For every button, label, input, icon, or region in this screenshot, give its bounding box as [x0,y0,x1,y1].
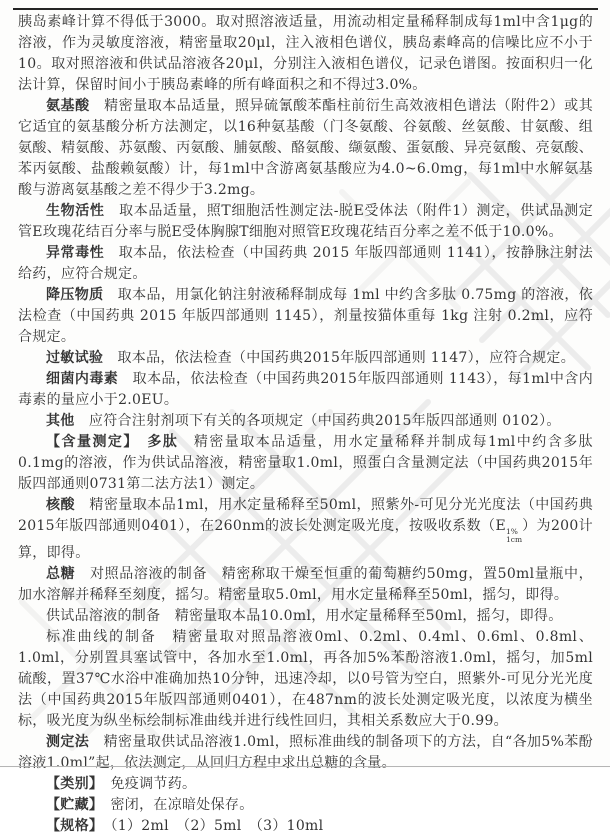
section-heading: 总糖 [46,566,76,582]
body-text [132,434,147,450]
body-text: 精密量取本品适量，照异硫氰酸苯酯柱前衍生高效液相色谱法（附件2）或其它适宜的氨基酸分析方法测定，以16种氨基酸（门冬氨酸、谷氨酸、丝氨酸、甘氨酸、组氨酸、精氨酸、苏氨酸、丙氨酸、脯氨酸、酪氨酸、缬氨酸、蛋氨酸、异亮氨酸、亮氨酸、苯丙氨酸、盐酸赖氨酸）计，每1ml中含游离氨基酸应为4.0~6.0mg，每1ml中水解氨基酸与游离氨基酸之差不得少于3.2mg。 [18,98,593,198]
body-text: ）为200计算，即得。 [18,518,593,561]
section-heading: 【含量测定】 [46,434,132,450]
body-text: 取本品，依法检查（中国药典2015年版四部通则 1143），每1ml中含内毒素的量应小于2.0EU。 [18,371,593,408]
section-heading: 降压物质 [46,287,104,303]
document-body [18,12,593,837]
body-text: 应符合注射剂项下有关的各项规定（中国药典2015年版四部通则 0102）。 [74,413,561,429]
section-heading: 【规格】 [46,818,97,834]
body-text: 供试品溶液的制备 精密量取本品10.0ml，用水定量稀释至50ml，摇匀，即得。 [46,608,563,624]
body-text: 取本品，用氯化钠注射液稀释制成每 1ml 中约含多肽 0.75mg 的溶液，依法检查（中国药典 2015 年版四部通则 1145），剂量按猫体重每 1kg 注射 0.2ml，应符合规定。 [18,287,594,345]
para-hypotensive-substances [18,285,593,348]
body-text: 免疫调节药。 [96,776,197,792]
para-bacterial-endotoxin [18,369,593,411]
section-heading: 测定法 [46,734,90,750]
para-total-sugar-reference [18,564,593,606]
para-other [18,411,593,432]
para-specifications [18,816,593,837]
para-category [18,774,593,795]
body-text: 取本品适量，照T细胞活性测定法-脱E受体法（附件1）测定，供试品测定管E玫瑰花结百分率与脱E受体胸腺T细胞对照管E玫瑰花结百分率之差不低于10.0%。 [18,203,593,240]
page-bottom-rule [0,766,610,767]
body-text: 精密量取本品适量，用水定量稀释并制成每1ml中约含多肽0.1mg的溶液，作为供试品溶液，精密量取1.0ml，照蛋白含量测定法（中国药典2015年版四部通则0731第二法方法1）测定。 [18,434,593,492]
body-text: 取本品，依法检查（中国药典2015年版四部通则 1147），应符合规定。 [103,350,576,366]
para-amino-acids [18,96,593,201]
section-heading: 异常毒性 [46,245,105,261]
section-heading: 氨基酸 [46,98,90,114]
absorbance-coefficient-symbol [506,528,522,543]
para-content-determination-polypeptide [18,432,593,495]
para-insulin-peak-continued [18,12,593,96]
para-standard-curve-preparation [18,627,593,732]
page-top-rule [13,8,598,10]
body-text: 标准曲线的制备 精密量取对照品溶液0ml、0.2ml、0.4ml、0.6ml、0.8ml、1.0ml，分别置具塞试管中，各加水至1.0ml，再各加5%苯酚溶液1.0ml，摇匀，加5ml硫酸，置37℃水浴中准确加热10分钟，迅速冷却，以0号管为空白，照紫外-可见分光光度法（中国药典2015年版四部通则0401），在487nm的波长处测定吸光度，以浓度为横坐标，吸光度为纵坐标绘制标准曲线并进行线性回归，其相关系数应大于0.99。 [18,629,593,729]
body-text: （1）2ml （2）5ml （3）10ml [96,818,324,834]
para-abnormal-toxicity [18,243,593,285]
para-storage [18,795,593,816]
body-text: 取本品，依法检查（中国药典 2015 年版四部通则 1141），按静脉注射法给药，应符合规定。 [18,245,593,282]
para-test-solution-preparation [18,606,593,627]
body-text: 精密量取供试品溶液1.0ml，照标准曲线的制备项下的方法，自“各加5%苯酚溶液1.0ml”起，依法测定，从回归方程中求出总糖的含量。 [18,734,593,771]
para-nucleic-acid [18,495,593,564]
section-heading: 【贮藏】 [46,797,97,813]
body-text: 对照品溶液的制备 精密称取干燥至恒重的葡萄糖约50mg，置50ml量瓶中，加水溶解并稀释至刻度，摇匀。精密量取5.0ml，用水定量稀释至50ml，摇匀，即得。 [18,566,593,603]
para-biological-activity [18,201,593,243]
section-heading: 多肽 [147,434,179,450]
section-heading: 其他 [46,413,75,429]
coefficient-subscript: 1cm [505,534,523,544]
body-text: 精密量取本品1ml，用水定量稀释至50ml，照紫外-可见分光光度法（中国药典2015年版四部通则0401），在260nm的波长处测定吸光度，按吸收系数（E [18,497,593,534]
para-allergy-test [18,348,593,369]
section-heading: 【类别】 [46,776,97,792]
section-heading: 细菌内毒素 [46,371,119,387]
section-heading: 核酸 [46,497,75,513]
coefficient-superscript: 1% [505,527,518,536]
body-text: 胰岛素峰计算不得低于3000。取对照溶液适量，用流动相定量稀释制成每1ml中含1μg的溶液，作为灵敏度溶液，精密量取20μl，注入液相色谱仪，胰岛素峰高的信噪比应不小于10。取对照溶液和供试品溶液各20μl，分别注入液相色谱仪，记录色谱图。按面积归一化法计算，保留时间小于胰岛素峰的所有峰面积之和不得过3.0%。 [18,14,593,93]
body-text: 密闭，在凉暗处保存。 [96,797,254,813]
section-heading: 生物活性 [46,203,105,219]
section-heading: 过敏试验 [46,350,104,366]
para-determination-method [18,732,593,774]
